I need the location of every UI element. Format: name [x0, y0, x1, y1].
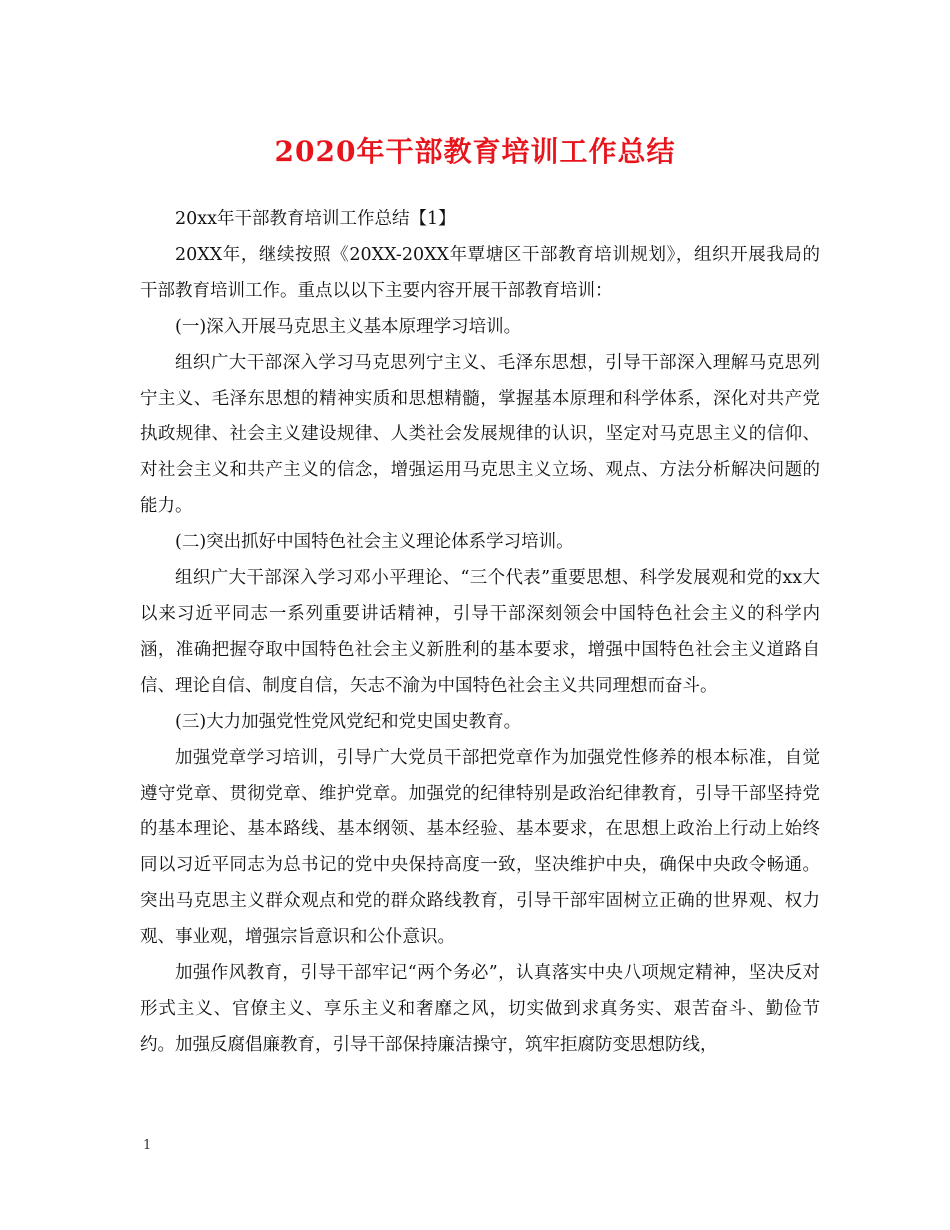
paragraph-work-style: 加强作风教育，引导干部牢记“两个务必”，认真落实中央八项规定精神，坚决反对形式主义、官僚主义、享乐主义和奢靡之风，切实做到求真务实、艰苦奋斗、勤俭节约。加强反腐倡廉教育，引导干部保持廉洁操守，筑牢拒腐防变思想防线，	[140, 963, 820, 1055]
section-heading-1: 20xx年干部教育培训工作总结【1】	[175, 209, 456, 229]
document-body	[140, 202, 820, 1064]
subheading-2: (二)突出抓好中国特色社会主义理论体系学习培训。	[175, 532, 574, 553]
paragraph-intro: 20XX年，继续按照《20XX-20XX年覃塘区干部教育培训规划》，组织开展我局的干部教育培训工作。重点以以下主要内容开展干部教育培训：	[140, 244, 820, 301]
page-number: 1	[143, 1138, 152, 1153]
subheading-1: (一)深入开展马克思主义基本原理学习培训。	[175, 316, 522, 337]
paragraph-party-constitution: 加强党章学习培训，引导广大党员干部把党章作为加强党性修养的根本标准，自觉遵守党章、贯彻党章、维护党章。加强党的纪律特别是政治纪律教育，引导干部坚持党的基本理论、基本路线、基本纲领、基本经验、基本要求，在思想上政治上行动上始终同以习近平同志为总书记的党中央保持高度一致，坚决维护中央，确保中央政令畅通。突出马克思主义群众观点和党的群众路线教育，引导干部牢固树立正确的世界观、权力观、事业观，增强宗旨意识和公仆意识。	[140, 747, 820, 948]
paragraph-marxism: 组织广大干部深入学习马克思列宁主义、毛泽东思想，引导干部深入理解马克思列宁主义、毛泽东思想的精神实质和思想精髓，掌握基本原理和科学体系，深化对共产党执政规律、社会主义建设规律、人类社会发展规律的认识，坚定对马克思主义的信仰、对社会主义和共产主义的信念，增强运用马克思主义立场、观点、方法分析解决问题的能力。	[140, 352, 820, 517]
document-title: 2020年干部教育培训工作总结	[274, 135, 676, 168]
paragraph-socialism-theory: 组织广大干部深入学习邓小平理论、“三个代表”重要思想、科学发展观和党的xx大以来习近平同志一系列重要讲话精神，引导干部深刻领会中国特色社会主义的科学内涵，准确把握夺取中国特色社会主义新胜利的基本要求，增强中国特色社会主义道路自信、理论自信、制度自信，矢志不渝为中国特色社会主义共同理想而奋斗。	[140, 568, 820, 696]
subheading-3: (三)大力加强党性党风党纪和党史国史教育。	[175, 711, 522, 732]
